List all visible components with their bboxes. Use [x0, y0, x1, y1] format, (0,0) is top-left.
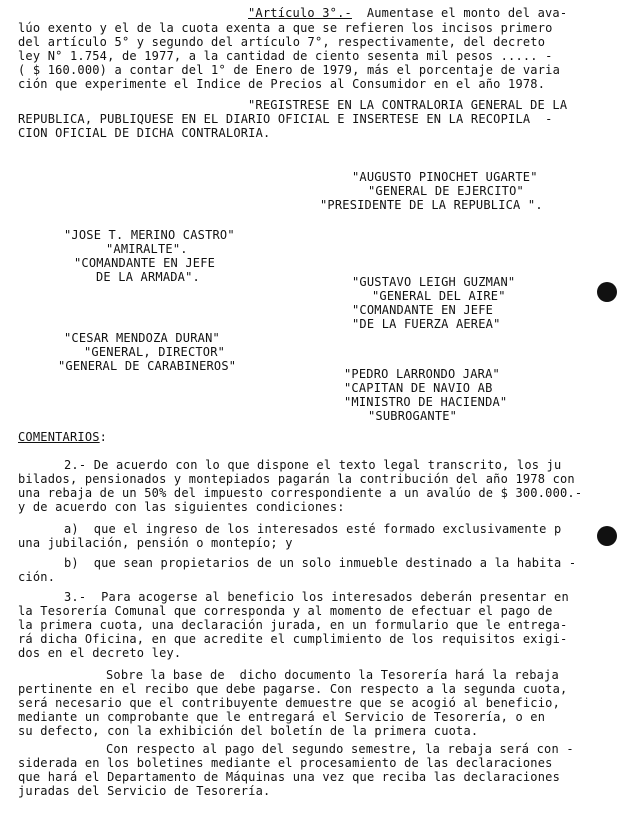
- condition-b: b) que sean propietarios de un solo inmueble destinado a la habita -: [64, 556, 577, 570]
- punch-hole-mark: [597, 526, 617, 546]
- signature-larrondo-title: "SUBROGANTE": [368, 409, 458, 423]
- comment-paragraph-3: 3.- Para acogerse al beneficio los interesados deberán presentar en: [64, 590, 569, 604]
- signature-merino-title: "COMANDANTE EN JEFE: [74, 256, 216, 270]
- signature-larrondo-title: "MINISTRO DE HACIENDA": [344, 395, 508, 409]
- article-line: del artículo 5° y segundo del artículo 7°, respectivamente, del decreto: [18, 35, 546, 49]
- signature-leigh-title: "COMANDANTE EN JEFE: [352, 303, 494, 317]
- signature-merino-title: DE LA ARMADA".: [96, 270, 200, 284]
- comments-heading: COMENTARIOS:: [18, 430, 108, 444]
- register-line: "REGISTRESE EN LA CONTRALORIA GENERAL DE LA: [248, 98, 568, 112]
- register-line: CION OFICIAL DE DICHA CONTRALORIA.: [18, 126, 271, 140]
- condition-a: una jubilación, pensión o montepío; y: [18, 536, 293, 550]
- signature-pinochet-rank: "GENERAL DE EJERCITO": [368, 184, 524, 198]
- comment-paragraph-5: Con respecto al pago del segundo semestre, la rebaja será con -: [106, 742, 574, 756]
- article-line: ción que experimente el Indice de Precios al Consumidor en el año 1978.: [18, 77, 546, 91]
- comment-paragraph-4: mediante un comprobante que le entregará el Servicio de Tesorería, o en: [18, 710, 546, 724]
- signature-merino-rank: "AMIRALTE".: [106, 242, 188, 256]
- article-line: ley N° 1.754, de 1977, a la cantidad de ciento sesenta mil pesos ..... -: [18, 49, 553, 63]
- article-line: Aumentase el monto del ava-: [366, 6, 568, 20]
- comment-paragraph-4: será necesario que el contribuyente demuestre que se acogió al beneficio,: [18, 696, 560, 710]
- signature-merino-name: "JOSE T. MERINO CASTRO": [64, 228, 235, 242]
- article-line: lúo exento y el de la cuota exenta a que se refieren los incisos primero: [18, 21, 553, 35]
- signature-pinochet-name: "AUGUSTO PINOCHET UGARTE": [352, 170, 538, 184]
- signature-pinochet-title: "PRESIDENTE DE LA REPUBLICA ".: [320, 198, 543, 212]
- comment-paragraph-3: dos en el decreto ley.: [18, 646, 182, 660]
- article-heading: "Artículo 3°.-: [248, 6, 352, 20]
- comment-paragraph-4: Sobre la base de dicho documento la Tesorería hará la rebaja: [106, 668, 559, 682]
- comment-paragraph-3: la Tesorería Comunal que corresponda y al momento de efectuar el pago de: [18, 604, 553, 618]
- comment-paragraph-5: siderada en los boletines mediante el procesamiento de las declaraciones: [18, 756, 553, 770]
- signature-leigh-title: "DE LA FUERZA AEREA": [352, 317, 501, 331]
- article-line: ( $ 160.000) a contar del 1° de Enero de 1979, más el porcentaje de varia: [18, 63, 560, 77]
- comment-paragraph-3: rá dicha Oficina, en que acredite el cumplimiento de los requisitos exigi-: [18, 632, 568, 646]
- signature-larrondo-rank: "CAPITAN DE NAVIO AB: [344, 381, 493, 395]
- comment-paragraph-2: 2.- De acuerdo con lo que dispone el texto legal transcrito, los ju: [64, 458, 562, 472]
- punch-hole-mark: [597, 282, 617, 302]
- signature-mendoza-title: "GENERAL DE CARABINEROS": [58, 359, 237, 373]
- comment-paragraph-3: la primera cuota, una declaración jurada, en un formulario que le entrega-: [18, 618, 568, 632]
- article-heading-line: [248, 6, 567, 20]
- comment-paragraph-5: que hará el Departamento de Máquinas una vez que reciba las declaraciones: [18, 770, 560, 784]
- condition-b: ción.: [18, 570, 56, 584]
- comment-paragraph-4: pertinente en el recibo que debe pagarse. Con respecto a la segunda cuota,: [18, 682, 568, 696]
- comment-paragraph-4: su defecto, con la exhibición del boletín de la primera cuota.: [18, 724, 479, 738]
- signature-leigh-rank: "GENERAL DEL AIRE": [372, 289, 506, 303]
- signature-mendoza-rank: "GENERAL, DIRECTOR": [84, 345, 226, 359]
- signature-larrondo-name: "PEDRO LARRONDO JARA": [344, 367, 500, 381]
- comment-paragraph-2: bilados, pensionados y montepiados pagarán la contribución del año 1978 con: [18, 472, 575, 486]
- signature-mendoza-name: "CESAR MENDOZA DURAN": [64, 331, 220, 345]
- comment-paragraph-2: una rebaja de un 50% del impuesto correspondiente a un avalúo de $ 300.000.-: [18, 486, 583, 500]
- condition-a: a) que el ingreso de los interesados esté formado exclusivamente p: [64, 522, 562, 536]
- register-line: REPUBLICA, PUBLIQUESE EN EL DIARIO OFICIAL E INSERTESE EN LA RECOPILA -: [18, 112, 553, 126]
- signature-leigh-name: "GUSTAVO LEIGH GUZMAN": [352, 275, 516, 289]
- comment-paragraph-2: y de acuerdo con las siguientes condiciones:: [18, 500, 345, 514]
- comment-paragraph-5: juradas del Servicio de Tesorería.: [18, 784, 271, 798]
